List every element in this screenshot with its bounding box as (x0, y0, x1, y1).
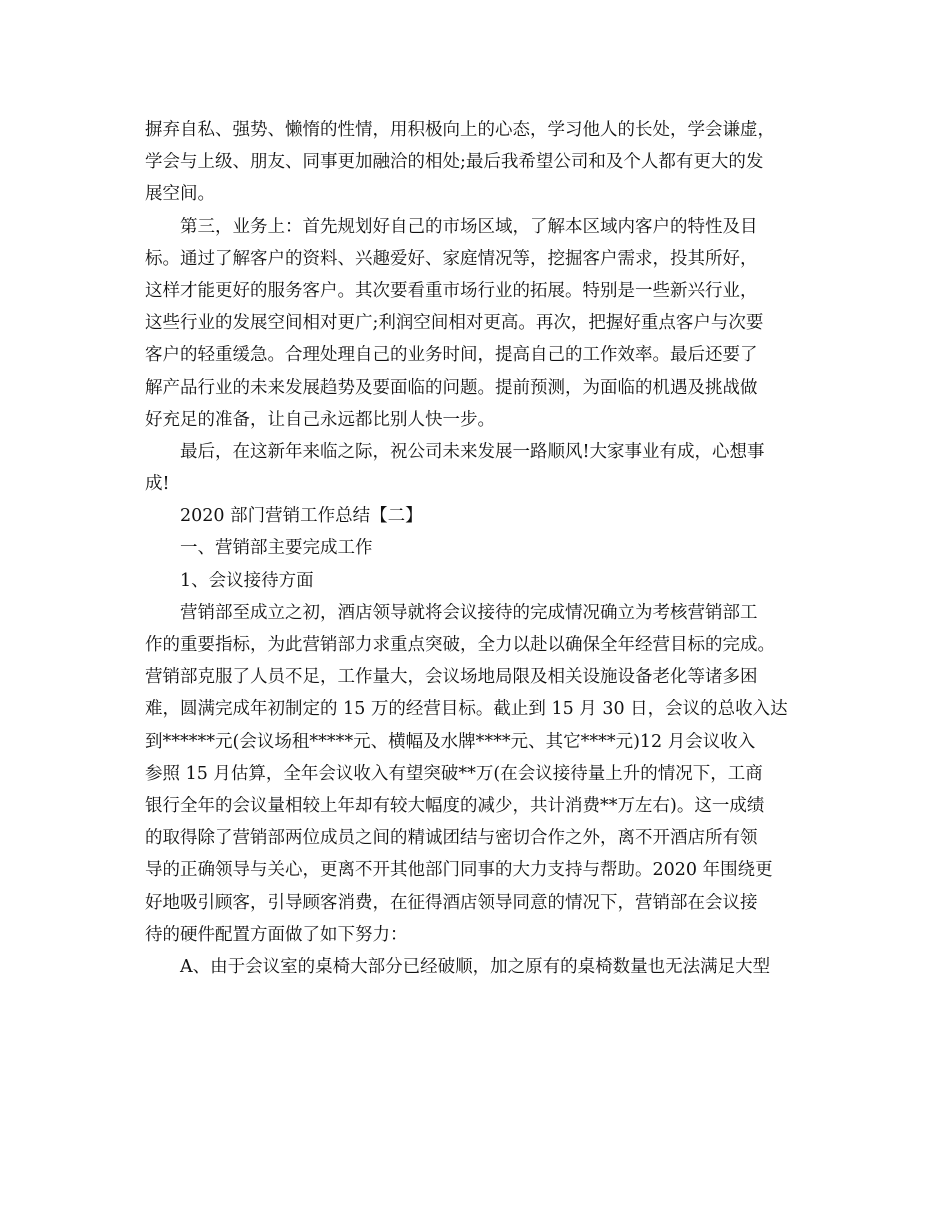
text-line: 最后，在这新年来临之际，祝公司未来发展一路顺风!大家事业有成，心想事 (180, 441, 765, 462)
text-line: 待的硬件配置方面做了如下努力： (145, 924, 408, 945)
text-line: 导的正确领导与关心，更离不开其他部门同事的大力支持与帮助。2020 年围绕更 (145, 860, 773, 881)
text-line: 参照 15 月估算，全年会议收入有望突破**万(在会议接待量上升的情况下，工商 (145, 763, 763, 784)
text-line: 成! (145, 474, 170, 495)
text-line: 2020 部门营销工作总结【二】 (180, 506, 423, 527)
text-line: 作的重要指标，为此营销部力求重点突破，全力以赴以确保全年经营目标的完成。 (145, 635, 775, 655)
text-line: 好地吸引顾客，引导顾客消费，在征得酒店领导同意的情况下，营销部在会议接 (145, 892, 758, 913)
text-line: 营销部克服了人员不足，工作量大，会议场地局限及相关设施设备老化等诸多困 (145, 667, 758, 688)
text-line: 1、会议接待方面 (180, 570, 314, 591)
text-line: 第三，业务上：首先规划好自己的市场区域，了解本区域内客户的特性及目 (180, 216, 758, 237)
text-line: 学会与上级、朋友、同事更加融洽的相处;最后我希望公司和及个人都有更大的发 (145, 152, 764, 173)
text-line: 的取得除了营销部两位成员之间的精诚团结与密切合作之外，离不开酒店所有领 (145, 828, 758, 849)
text-line: 解产品行业的未来发展趋势及要面临的问题。提前预测，为面临的机遇及挑战做 (145, 377, 758, 398)
text-line: 难，圆满完成年初制定的 15 万的经营目标。截止到 15 月 30 日，会议的总收入达 (145, 699, 788, 720)
text-line: 好充足的准备，让自己永远都比别人快一步。 (145, 409, 495, 430)
document-body (145, 114, 810, 983)
text-line: 标。通过了解客户的资料、兴趣爱好、家庭情况等，挖掘客户需求，投其所好， (145, 248, 758, 269)
text-line: 一、营销部主要完成工作 (180, 538, 373, 559)
text-line: 到******元(会议场租*****元、横幅及水牌****元、其它****元)12 月会议收入 (145, 731, 756, 752)
text-line: 摒弃自私、强势、懒惰的性情，用积极向上的心态，学习他人的长处，学会谦虚， (145, 120, 775, 140)
text-line: 这样才能更好的服务客户。其次要看重市场行业的拓展。特别是一些新兴行业， (145, 280, 758, 301)
text-line: 展空间。 (145, 184, 215, 205)
text-line: 客户的轻重缓急。合理处理自己的业务时间，提高自己的工作效率。最后还要了 (145, 345, 758, 366)
text-line: 营销部至成立之初，酒店领导就将会议接待的完成情况确立为考核营销部工 (180, 602, 758, 623)
text-line: 这些行业的发展空间相对更广;利润空间相对更高。再次，把握好重点客户与次要 (145, 313, 764, 334)
text-line: A、由于会议室的桌椅大部分已经破顺，加之原有的桌椅数量也无法满足大型 (180, 956, 771, 977)
text-line: 银行全年的会议量相较上年却有较大幅度的减少，共计消费**万左右)。这一成绩 (145, 795, 765, 816)
